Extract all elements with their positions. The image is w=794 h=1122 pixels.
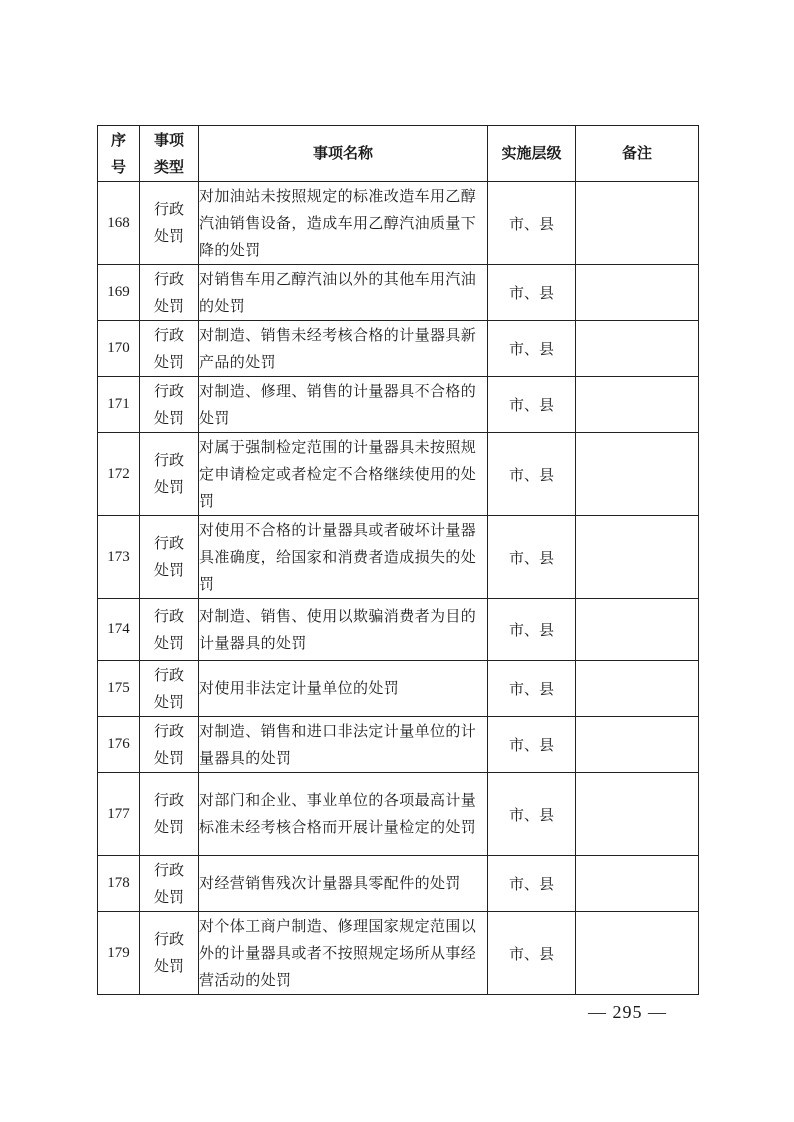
- row-type: [140, 516, 199, 599]
- row-type-line: 处罚: [153, 296, 184, 315]
- items-table: [97, 125, 699, 995]
- row-name: 对制造、销售未经考核合格的计量器具新产品的处罚: [199, 321, 488, 377]
- row-type-line: 行政: [153, 721, 184, 740]
- row-seq: 170: [98, 321, 140, 377]
- row-level: 市、县: [488, 661, 576, 717]
- row-level: 市、县: [488, 377, 576, 433]
- row-type-line: 处罚: [153, 352, 184, 371]
- row-type-line: 处罚: [153, 561, 184, 579]
- row-type-line: 行政: [153, 325, 184, 344]
- row-seq: 174: [98, 599, 140, 661]
- header-type: [140, 126, 199, 182]
- header-name: 事项名称: [199, 126, 488, 182]
- row-name: 对加油站未按照规定的标准改造车用乙醇汽油销售设备，造成车用乙醇汽油质量下降的处罚: [199, 182, 488, 265]
- row-type-line: 行政: [153, 606, 184, 625]
- page-number: — 295 —: [588, 1002, 667, 1022]
- row-note: [576, 265, 699, 321]
- row-note: [576, 433, 699, 516]
- row-name: 对经营销售残次计量器具零配件的处罚: [199, 856, 488, 912]
- row-level: 市、县: [488, 265, 576, 321]
- row-name: 对个体工商户制造、修理国家规定范围以外的计量器具或者不按照规定场所从事经营活动的处罚: [199, 912, 488, 995]
- header-type-line2: 类型: [153, 157, 184, 176]
- row-type: [140, 265, 199, 321]
- row-type-line: 行政: [153, 451, 184, 469]
- row-seq: 177: [98, 773, 140, 856]
- row-seq: 179: [98, 912, 140, 995]
- row-seq: 171: [98, 377, 140, 433]
- row-type: [140, 773, 199, 856]
- row-type-line: 处罚: [153, 692, 184, 711]
- table-row: [98, 717, 699, 773]
- row-type: [140, 856, 199, 912]
- row-type-line: 处罚: [153, 633, 184, 652]
- row-name: 对使用非法定计量单位的处罚: [199, 661, 488, 717]
- table-row: [98, 516, 699, 599]
- row-seq: 176: [98, 717, 140, 773]
- row-type-line: 处罚: [153, 478, 184, 496]
- row-seq: 172: [98, 433, 140, 516]
- table-header-row: [98, 126, 699, 182]
- row-name: 对销售车用乙醇汽油以外的其他车用汽油的处罚: [199, 265, 488, 321]
- row-type-line: 处罚: [153, 748, 184, 767]
- row-level: 市、县: [488, 717, 576, 773]
- row-note: [576, 717, 699, 773]
- row-note: [576, 773, 699, 856]
- table-row: [98, 856, 699, 912]
- row-type: [140, 661, 199, 717]
- row-level: 市、县: [488, 856, 576, 912]
- row-note: [576, 599, 699, 661]
- row-name: 对制造、销售、使用以欺骗消费者为目的计量器具的处罚: [199, 599, 488, 661]
- header-seq: [98, 126, 140, 182]
- row-type: [140, 717, 199, 773]
- table-row: [98, 377, 699, 433]
- table-body: [98, 182, 699, 995]
- row-note: [576, 182, 699, 265]
- row-name: 对使用不合格的计量器具或者破坏计量器具准确度，给国家和消费者造成损失的处罚: [199, 516, 488, 599]
- row-seq: 168: [98, 182, 140, 265]
- table-row: [98, 182, 699, 265]
- row-level: 市、县: [488, 912, 576, 995]
- row-type-line: 处罚: [153, 227, 184, 245]
- table-row: [98, 912, 699, 995]
- row-type-line: 处罚: [153, 408, 184, 427]
- row-type-line: 行政: [153, 269, 184, 288]
- row-level: 市、县: [488, 321, 576, 377]
- row-level: 市、县: [488, 516, 576, 599]
- row-name: 对属于强制检定范围的计量器具未按照规定申请检定或者检定不合格继续使用的处罚: [199, 433, 488, 516]
- table-row: [98, 321, 699, 377]
- header-type-line1: 事项: [153, 130, 184, 149]
- row-seq: 175: [98, 661, 140, 717]
- table-row: [98, 265, 699, 321]
- header-level: 实施层级: [488, 126, 576, 182]
- row-type-line: 处罚: [153, 887, 184, 906]
- row-seq: 178: [98, 856, 140, 912]
- row-level: 市、县: [488, 773, 576, 856]
- table-row: [98, 599, 699, 661]
- row-type: [140, 599, 199, 661]
- row-type-line: 行政: [153, 791, 184, 809]
- row-type-line: 处罚: [153, 957, 184, 975]
- row-level: 市、县: [488, 599, 576, 661]
- row-type-line: 行政: [153, 381, 184, 400]
- row-type: [140, 321, 199, 377]
- row-type-line: 行政: [153, 200, 184, 218]
- row-seq: 169: [98, 265, 140, 321]
- row-note: [576, 321, 699, 377]
- row-note: [576, 516, 699, 599]
- header-seq-line1: 序: [110, 130, 126, 149]
- row-type: [140, 433, 199, 516]
- row-type: [140, 912, 199, 995]
- row-note: [576, 912, 699, 995]
- row-type-line: 行政: [153, 665, 184, 684]
- row-level: 市、县: [488, 182, 576, 265]
- row-type-line: 行政: [153, 930, 184, 948]
- row-seq: 173: [98, 516, 140, 599]
- row-type-line: 行政: [153, 534, 184, 552]
- row-name: 对制造、修理、销售的计量器具不合格的处罚: [199, 377, 488, 433]
- row-level: 市、县: [488, 433, 576, 516]
- row-note: [576, 661, 699, 717]
- row-name: 对制造、销售和进口非法定计量单位的计量器具的处罚: [199, 717, 488, 773]
- row-type-line: 处罚: [153, 818, 184, 836]
- table-row: [98, 661, 699, 717]
- header-note: 备注: [576, 126, 699, 182]
- row-note: [576, 377, 699, 433]
- row-type-line: 行政: [153, 860, 184, 879]
- row-type: [140, 182, 199, 265]
- table-row: [98, 773, 699, 856]
- row-name: 对部门和企业、事业单位的各项最高计量标准未经考核合格而开展计量检定的处罚: [199, 773, 488, 856]
- table-row: [98, 433, 699, 516]
- row-note: [576, 856, 699, 912]
- row-type: [140, 377, 199, 433]
- header-seq-line2: 号: [110, 157, 126, 176]
